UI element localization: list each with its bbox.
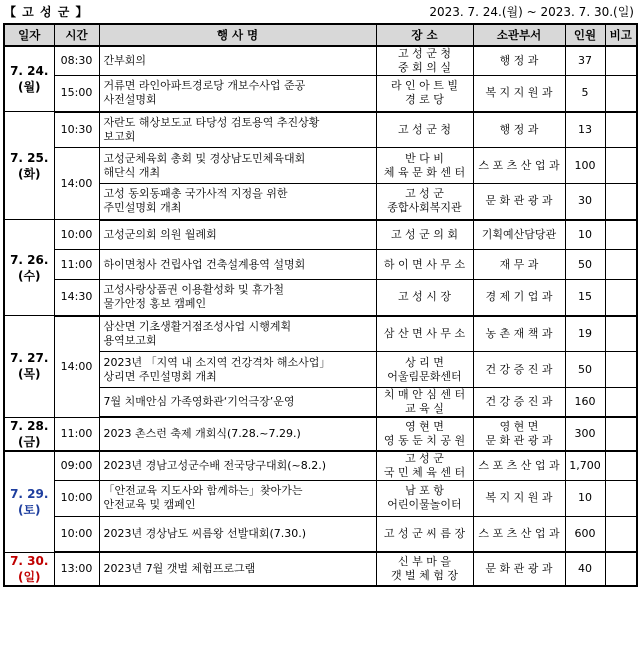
time-cell: 10:00	[54, 480, 99, 516]
remarks-cell	[605, 280, 637, 316]
remarks-cell	[605, 516, 637, 552]
schedule-row	[4, 316, 637, 352]
event-cell: 간부회의	[99, 46, 376, 76]
time-cell: 10:00	[54, 220, 99, 250]
place-cell: 삼 산 면 사 무 소	[376, 316, 473, 352]
time-cell: 14:00	[54, 316, 99, 418]
time-cell: 09:00	[54, 451, 99, 481]
time-cell: 14:00	[54, 148, 99, 220]
time-cell: 10:00	[54, 516, 99, 552]
event-cell: 삼산면 기초생활거점조성사업 시행계획 용역보고회	[99, 316, 376, 352]
remarks-cell	[605, 451, 637, 481]
schedule-row	[4, 480, 637, 516]
schedule-row	[4, 417, 637, 451]
time-cell: 11:00	[54, 250, 99, 280]
schedule-row	[4, 451, 637, 481]
attendees-cell: 10	[565, 220, 605, 250]
schedule-table	[3, 23, 638, 587]
remarks-cell	[605, 148, 637, 184]
attendees-cell: 1,700	[565, 451, 605, 481]
department-cell: 건 강 증 진 과	[473, 352, 565, 388]
time-cell: 10:30	[54, 112, 99, 148]
remarks-cell	[605, 184, 637, 220]
place-cell: 남 포 항 어린이물놀이터	[376, 480, 473, 516]
schedule-row	[4, 516, 637, 552]
schedule-body	[4, 46, 637, 586]
attendees-cell: 100	[565, 148, 605, 184]
department-cell: 복 지 지 원 과	[473, 76, 565, 112]
department-cell: 기획예산담당관	[473, 220, 565, 250]
weekday-label: (일)	[17, 569, 41, 584]
event-cell: 고성사랑상품권 이용활성화 및 휴가철 물가안정 홍보 캠페인	[99, 280, 376, 316]
attendees-cell: 5	[565, 76, 605, 112]
date-cell	[4, 316, 54, 418]
event-cell: 고성 동외동패총 국가사적 지정을 위한 주민설명회 개최	[99, 184, 376, 220]
remarks-cell	[605, 352, 637, 388]
place-cell: 라 인 아 트 빌 경 로 당	[376, 76, 473, 112]
schedule-row	[4, 148, 637, 184]
date-cell	[4, 552, 54, 586]
weekday-label: (화)	[17, 166, 41, 181]
place-cell: 영 현 면 영 동 둔 치 공 원	[376, 417, 473, 451]
department-cell: 재 무 과	[473, 250, 565, 280]
place-cell: 상 리 면 어울림문화센터	[376, 352, 473, 388]
remarks-cell	[605, 76, 637, 112]
remarks-cell	[605, 46, 637, 76]
attendees-cell: 13	[565, 112, 605, 148]
remarks-cell	[605, 552, 637, 586]
schedule-row	[4, 112, 637, 148]
attendees-cell: 40	[565, 552, 605, 586]
attendees-cell: 15	[565, 280, 605, 316]
attendees-cell: 50	[565, 250, 605, 280]
date-label: 7. 27.	[10, 351, 49, 366]
time-cell: 14:30	[54, 280, 99, 316]
attendees-cell: 600	[565, 516, 605, 552]
schedule-row	[4, 46, 637, 76]
place-cell: 하 이 면 사 무 소	[376, 250, 473, 280]
event-cell: 고성군의회 의원 월례회	[99, 220, 376, 250]
place-cell: 고 성 군 청 중 회 의 실	[376, 46, 473, 76]
col-header-event: 행 사 명	[99, 24, 376, 46]
attendees-cell: 19	[565, 316, 605, 352]
table-header-row	[4, 24, 637, 46]
weekday-label: (목)	[17, 367, 41, 382]
col-header-remarks: 비고	[605, 24, 637, 46]
date-label: 7. 25.	[10, 150, 49, 165]
col-header-department: 소관부서	[473, 24, 565, 46]
remarks-cell	[605, 388, 637, 418]
date-cell	[4, 220, 54, 316]
organization-title: 【 고 성 군 】	[4, 5, 89, 19]
event-cell: 고성군체육회 총회 및 경상남도민체육대회 해단식 개최	[99, 148, 376, 184]
time-cell: 11:00	[54, 417, 99, 451]
date-cell	[4, 46, 54, 112]
attendees-cell: 30	[565, 184, 605, 220]
event-cell: 2023년 경남고성군수배 전국당구대회(~8.2.)	[99, 451, 376, 481]
department-cell: 농 촌 재 책 과	[473, 316, 565, 352]
event-cell: 「안전교육 지도사와 함께하는」찾아가는 안전교육 및 캠페인	[99, 480, 376, 516]
schedule-period: 2023. 7. 24.(월) ~ 2023. 7. 30.(일)	[429, 5, 634, 19]
attendees-cell: 10	[565, 480, 605, 516]
remarks-cell	[605, 480, 637, 516]
weekday-label: (수)	[17, 268, 41, 283]
event-cell: 2023년 경상남도 씨름왕 선발대회(7.30.)	[99, 516, 376, 552]
attendees-cell: 37	[565, 46, 605, 76]
event-cell: 2023 촌스런 축제 개회식(7.28.~7.29.)	[99, 417, 376, 451]
department-cell: 스 포 츠 산 업 과	[473, 148, 565, 184]
remarks-cell	[605, 112, 637, 148]
place-cell: 고 성 군 씨 름 장	[376, 516, 473, 552]
department-cell: 건 강 증 진 과	[473, 388, 565, 418]
time-cell: 15:00	[54, 76, 99, 112]
weekday-label: (금)	[17, 434, 41, 449]
event-cell: 자란도 해상보도교 타당성 검토용역 추진상황 보고회	[99, 112, 376, 148]
schedule-row	[4, 250, 637, 280]
department-cell: 스 포 츠 산 업 과	[473, 451, 565, 481]
time-cell: 08:30	[54, 46, 99, 76]
event-cell: 하이면청사 건립사업 건축설계용역 설명회	[99, 250, 376, 280]
attendees-cell: 50	[565, 352, 605, 388]
event-cell: 2023년 7월 갯벌 체험프로그램	[99, 552, 376, 586]
attendees-cell: 300	[565, 417, 605, 451]
col-header-date: 일자	[4, 24, 54, 46]
place-cell: 치 매 안 심 센 터 교 육 실	[376, 388, 473, 418]
department-cell: 경 제 기 업 과	[473, 280, 565, 316]
remarks-cell	[605, 250, 637, 280]
department-cell: 복 지 지 원 과	[473, 480, 565, 516]
time-cell: 13:00	[54, 552, 99, 586]
department-cell: 문 화 관 광 과	[473, 552, 565, 586]
department-cell: 영 현 면 문 화 관 광 과	[473, 417, 565, 451]
page-header	[0, 0, 640, 22]
date-cell	[4, 417, 54, 451]
event-cell: 거류면 라인아파트경로당 개보수사업 준공 사전설명회	[99, 76, 376, 112]
weekday-label: (토)	[17, 502, 41, 517]
remarks-cell	[605, 417, 637, 451]
place-cell: 고 성 시 장	[376, 280, 473, 316]
schedule-row	[4, 280, 637, 316]
department-cell: 스 포 츠 산 업 과	[473, 516, 565, 552]
date-label: 7. 24.	[10, 64, 49, 78]
attendees-cell: 160	[565, 388, 605, 418]
place-cell: 고 성 군 국 민 체 육 센 터	[376, 451, 473, 481]
date-label: 7. 28.	[10, 418, 49, 433]
schedule-row	[4, 388, 637, 418]
date-label: 7. 26.	[10, 252, 49, 267]
schedule-row	[4, 184, 637, 220]
remarks-cell	[605, 316, 637, 352]
schedule-row	[4, 552, 637, 586]
weekday-label: (월)	[17, 80, 41, 94]
event-cell: 7월 치매안심 가족영화관‘기억극장’운영	[99, 388, 376, 418]
place-cell: 고 성 군 의 회	[376, 220, 473, 250]
event-cell: 2023년 「지역 내 소지역 건강격차 해소사업」 상리면 주민설명회 개최	[99, 352, 376, 388]
schedule-row	[4, 76, 637, 112]
date-cell	[4, 451, 54, 553]
date-cell	[4, 112, 54, 220]
place-cell: 고 성 군 청	[376, 112, 473, 148]
schedule-row	[4, 352, 637, 388]
place-cell: 반 다 비 체 육 문 화 센 터	[376, 148, 473, 184]
place-cell: 신 부 마 을 갯 벌 체 험 장	[376, 552, 473, 586]
col-header-time: 시간	[54, 24, 99, 46]
col-header-attendees: 인원	[565, 24, 605, 46]
remarks-cell	[605, 220, 637, 250]
place-cell: 고 성 군 종합사회복지관	[376, 184, 473, 220]
department-cell: 행 정 과	[473, 46, 565, 76]
date-label: 7. 29.	[10, 486, 49, 501]
schedule-row	[4, 220, 637, 250]
department-cell: 행 정 과	[473, 112, 565, 148]
date-label: 7. 30.	[10, 553, 49, 568]
department-cell: 문 화 관 광 과	[473, 184, 565, 220]
col-header-place: 장 소	[376, 24, 473, 46]
